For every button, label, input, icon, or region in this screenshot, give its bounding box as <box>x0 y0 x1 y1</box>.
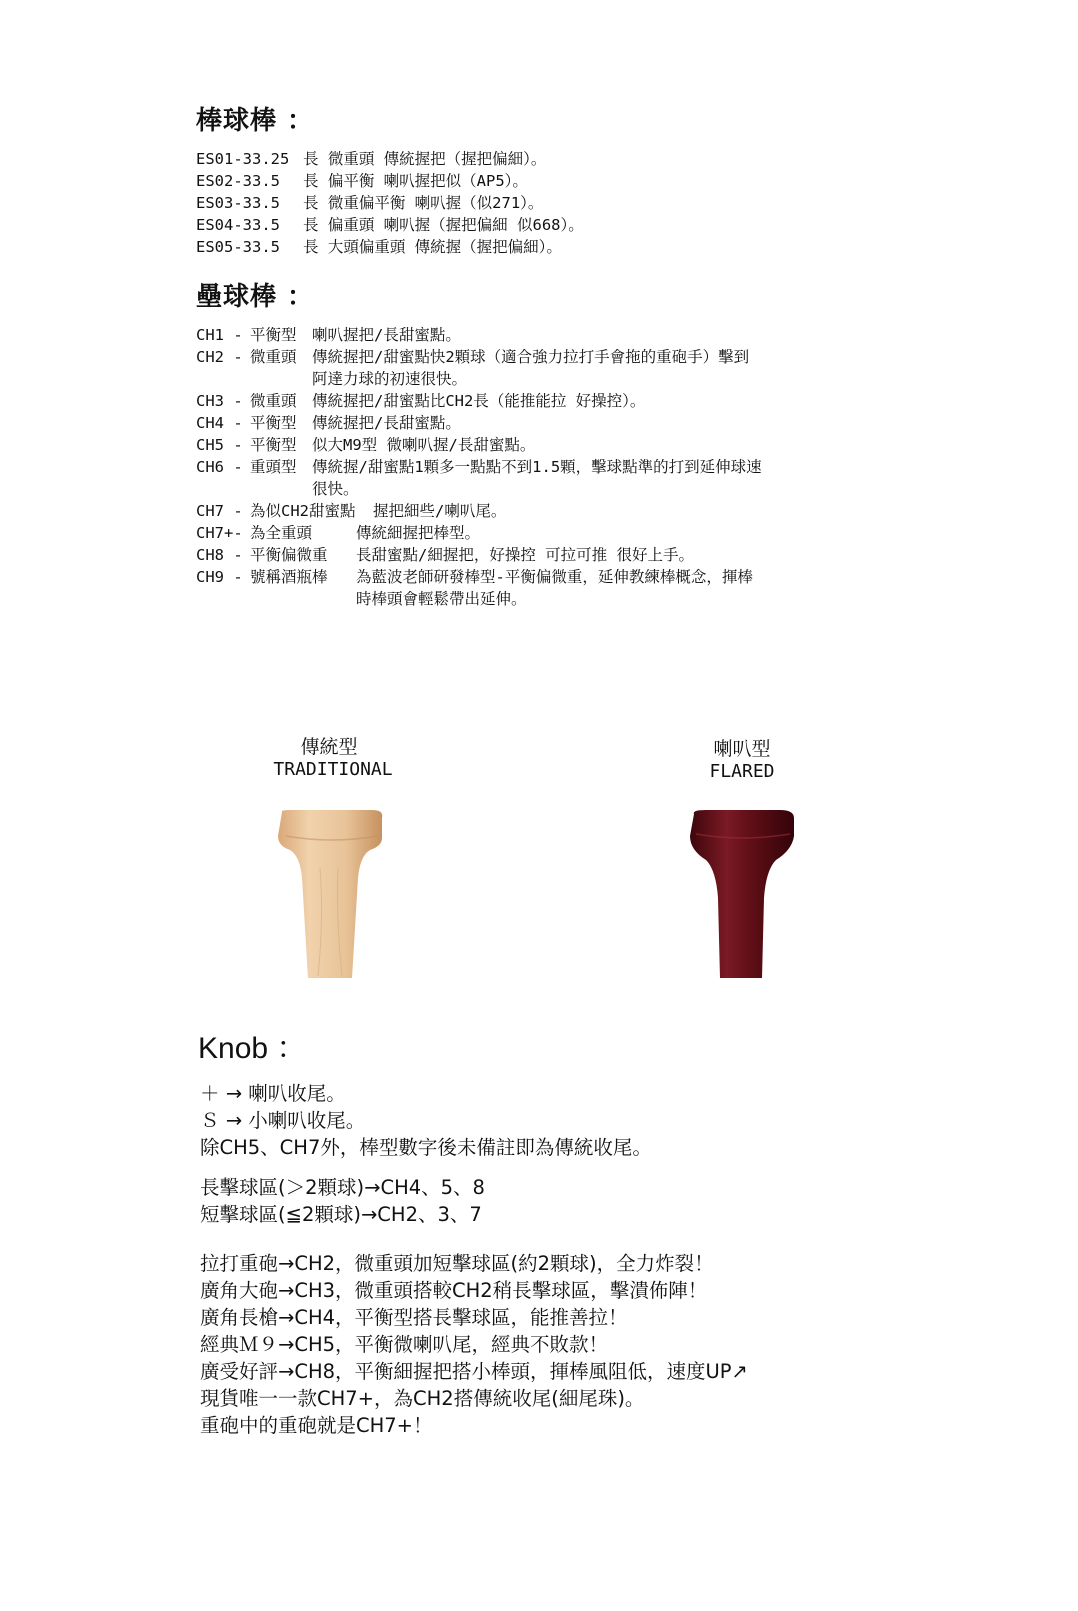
promo-line: 重砲中的重砲就是CH7+！ <box>200 1414 433 1437</box>
traditional-bat-handle-image <box>272 808 392 988</box>
model-desc: 傳統握把/甜蜜點快2顆球（適合強力拉打手會拖的重砲手）擊到 <box>312 348 750 366</box>
model-desc: 傳統細握把棒型。 <box>356 524 481 542</box>
model-desc: 似大M9型 微喇叭握/長甜蜜點。 <box>312 436 536 454</box>
knob-line: 除CH5、CH7外，棒型數字後未備註即為傳統收尾。 <box>200 1136 652 1159</box>
bat-code: ES01-33.25 <box>196 150 290 168</box>
traditional-caption-zh: 傳統型 <box>300 736 358 758</box>
model-code: CH1 - <box>196 326 243 344</box>
model-code: CH6 - <box>196 458 243 476</box>
model-type: 平衡型 <box>250 414 297 432</box>
model-type: 平衡偏微重 <box>250 546 328 564</box>
traditional-caption-en: TRADITIONAL <box>273 759 393 780</box>
model-code: CH8 - <box>196 546 243 564</box>
model-type: 微重頭 <box>250 348 297 366</box>
promo-line: 拉打重砲→CH2，微重頭加短擊球區(約2顆球)，全力炸裂！ <box>200 1252 714 1275</box>
model-code: CH7 - <box>196 502 243 520</box>
model-desc: 長甜蜜點/細握把，好操控 可拉可推 很好上手。 <box>356 546 694 564</box>
model-desc: 傳統握把/長甜蜜點。 <box>312 414 461 432</box>
model-desc-cont: 時棒頭會輕鬆帶出延伸。 <box>356 590 527 608</box>
model-desc-cont: 阿達力球的初速很快。 <box>312 370 468 388</box>
knob-section-title: Knob ： <box>198 1032 307 1065</box>
bat-desc: 長 微重偏平衡 喇叭握（似271）。 <box>303 194 544 212</box>
model-code: CH7+- <box>196 524 243 542</box>
promo-line: 現貨唯一一款CH7+，為CH2搭傳統收尾(細尾珠)。 <box>200 1387 645 1410</box>
flared-caption-en: FLARED <box>709 761 775 782</box>
promo-line: 廣角大砲→CH3，微重頭搭較CH2稍長擊球區，擊潰佈陣！ <box>200 1279 708 1302</box>
model-code: CH5 - <box>196 436 243 454</box>
softball-section-title: 壘球棒 ： <box>196 282 315 312</box>
bat-code: ES02-33.5 <box>196 172 280 190</box>
bat-desc: 長 大頭偏重頭 傳統握（握把偏細）。 <box>303 238 562 256</box>
model-type: 號稱酒瓶棒 <box>250 568 328 586</box>
model-type: 重頭型 <box>250 458 297 476</box>
bat-desc: 長 偏平衡 喇叭握把似（AP5）。 <box>303 172 528 190</box>
model-code: CH3 - <box>196 392 243 410</box>
model-desc: 為藍波老師研發棒型-平衡偏微重，延伸教練棒概念，揮棒 <box>356 568 753 586</box>
model-code: CH4 - <box>196 414 243 432</box>
model-desc-cont: 很快。 <box>312 480 359 498</box>
promo-line: 廣角長槍→CH4，平衡型搭長擊球區，能推善拉！ <box>200 1306 628 1329</box>
knob-line: ＋ → 喇叭收尾。 <box>200 1082 346 1105</box>
model-type: 平衡型 <box>250 326 297 344</box>
model-type: 平衡型 <box>250 436 297 454</box>
zone-line: 短擊球區(≦2顆球)→CH2、3、7 <box>200 1203 482 1226</box>
zone-line: 長擊球區(＞2顆球)→CH4、5、8 <box>200 1176 485 1199</box>
model-code: CH2 - <box>196 348 243 366</box>
promo-line: 經典Ｍ９→CH5，平衡微喇叭尾，經典不敗款！ <box>200 1333 609 1356</box>
promo-line: 廣受好評→CH8，平衡細握把搭小棒頭，揮棒風阻低，速度UP↗ <box>200 1360 748 1383</box>
bat-desc: 長 偏重頭 喇叭握（握把偏細 似668）。 <box>303 216 584 234</box>
model-type: 為似CH2甜蜜點 <box>250 502 356 520</box>
model-desc: 傳統握/甜蜜點1顆多一點點不到1.5顆，擊球點準的打到延伸球速 <box>312 458 762 476</box>
model-desc: 傳統握把/甜蜜點比CH2長（能推能拉 好操控）。 <box>312 392 646 410</box>
bat-code: ES05-33.5 <box>196 238 280 256</box>
model-desc: 握把細些/喇叭尾。 <box>373 502 507 520</box>
bat-section-title: 棒球棒 ： <box>196 106 315 136</box>
model-type: 為全重頭 <box>250 524 313 542</box>
knob-line: Ｓ → 小喇叭收尾。 <box>200 1109 366 1132</box>
model-type: 微重頭 <box>250 392 297 410</box>
model-desc: 喇叭握把/長甜蜜點。 <box>312 326 461 344</box>
flared-bat-handle-image <box>682 808 802 988</box>
bat-desc: 長 微重頭 傳統握把（握把偏細）。 <box>303 150 547 168</box>
flared-caption-zh: 喇叭型 <box>713 738 771 760</box>
model-code: CH9 - <box>196 568 243 586</box>
bat-code: ES04-33.5 <box>196 216 280 234</box>
bat-code: ES03-33.5 <box>196 194 280 212</box>
